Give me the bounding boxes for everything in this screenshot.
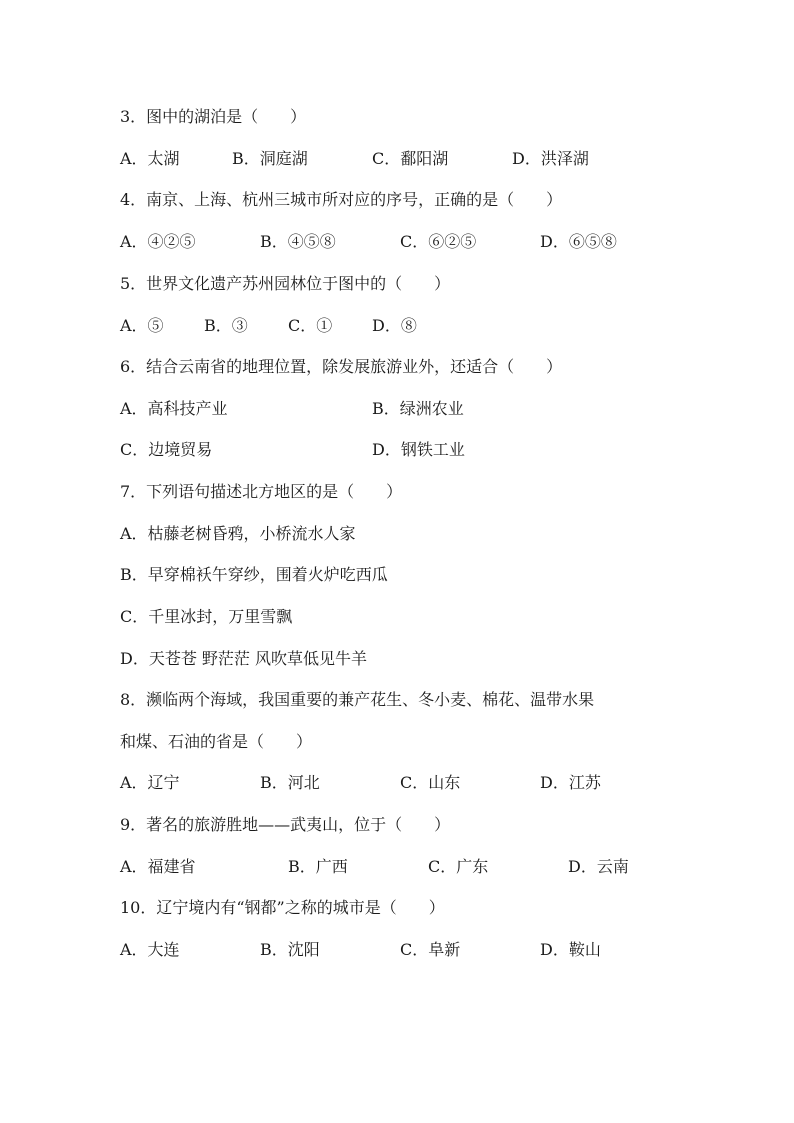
question-7-option-c: C．千里冰封，万里雪飘 [120,607,293,626]
option-b: B．绿洲农业 [372,399,464,418]
option-b: B．④⑤⑧ [260,232,336,251]
option-b: B．河北 [260,773,320,792]
question-7-option-b: B．早穿棉袄午穿纱，围着火炉吃西瓜 [120,565,388,584]
question-9-stem: 9．著名的旅游胜地——武夷山，位于（ ） [120,815,451,834]
question-4-stem: 4．南京、上海、杭州三城市所对应的序号，正确的是（ ） [120,190,563,209]
option-c: C．广东 [428,857,489,876]
option-c: C．阜新 [400,940,461,959]
option-c: C．山东 [400,773,461,792]
option-a: A．④②⑤ [120,232,196,251]
option-b: B．③ [204,316,248,335]
question-7-stem: 7．下列语句描述北方地区的是（ ） [120,482,403,501]
option-a: A．福建省 [120,857,196,876]
option-a: A．太湖 [120,149,180,168]
option-a: A．辽宁 [120,773,180,792]
question-7-option-d: D．天苍苍 野茫茫 风吹草低见牛羊 [120,649,368,668]
question-7-option-a: A．枯藤老树昏鸦，小桥流水人家 [120,524,356,543]
question-3-stem: 3．图中的湖泊是（ ） [120,107,307,126]
option-a: A．⑤ [120,316,164,335]
question-6-stem: 6．结合云南省的地理位置，除发展旅游业外，还适合（ ） [120,357,563,376]
option-c: C．① [288,316,333,335]
option-b: B．洞庭湖 [232,149,308,168]
option-d: D．江苏 [540,773,601,792]
option-a: A．高科技产业 [120,399,228,418]
option-d: D．钢铁工业 [372,440,465,459]
option-a: A．大连 [120,940,180,959]
question-5-stem: 5．世界文化遗产苏州园林位于图中的（ ） [120,274,451,293]
option-c: C．鄱阳湖 [372,149,449,168]
option-b: B．广西 [288,857,348,876]
question-10-stem: 10．辽宁境内有“钢都”之称的城市是（ ） [120,898,445,917]
option-d: D．洪泽湖 [512,149,589,168]
question-8-stem-line2: 和煤、石油的省是（ ） [120,732,313,751]
option-d: D．⑥⑤⑧ [540,232,617,251]
option-c: C．边境贸易 [120,440,213,459]
option-d: D．⑧ [372,316,417,335]
option-b: B．沈阳 [260,940,320,959]
option-d: D．鞍山 [540,940,601,959]
option-c: C．⑥②⑤ [400,232,477,251]
option-d: D．云南 [568,857,629,876]
question-8-stem-line1: 8．濒临两个海域，我国重要的兼产花生、冬小麦、棉花、温带水果 [120,690,595,709]
